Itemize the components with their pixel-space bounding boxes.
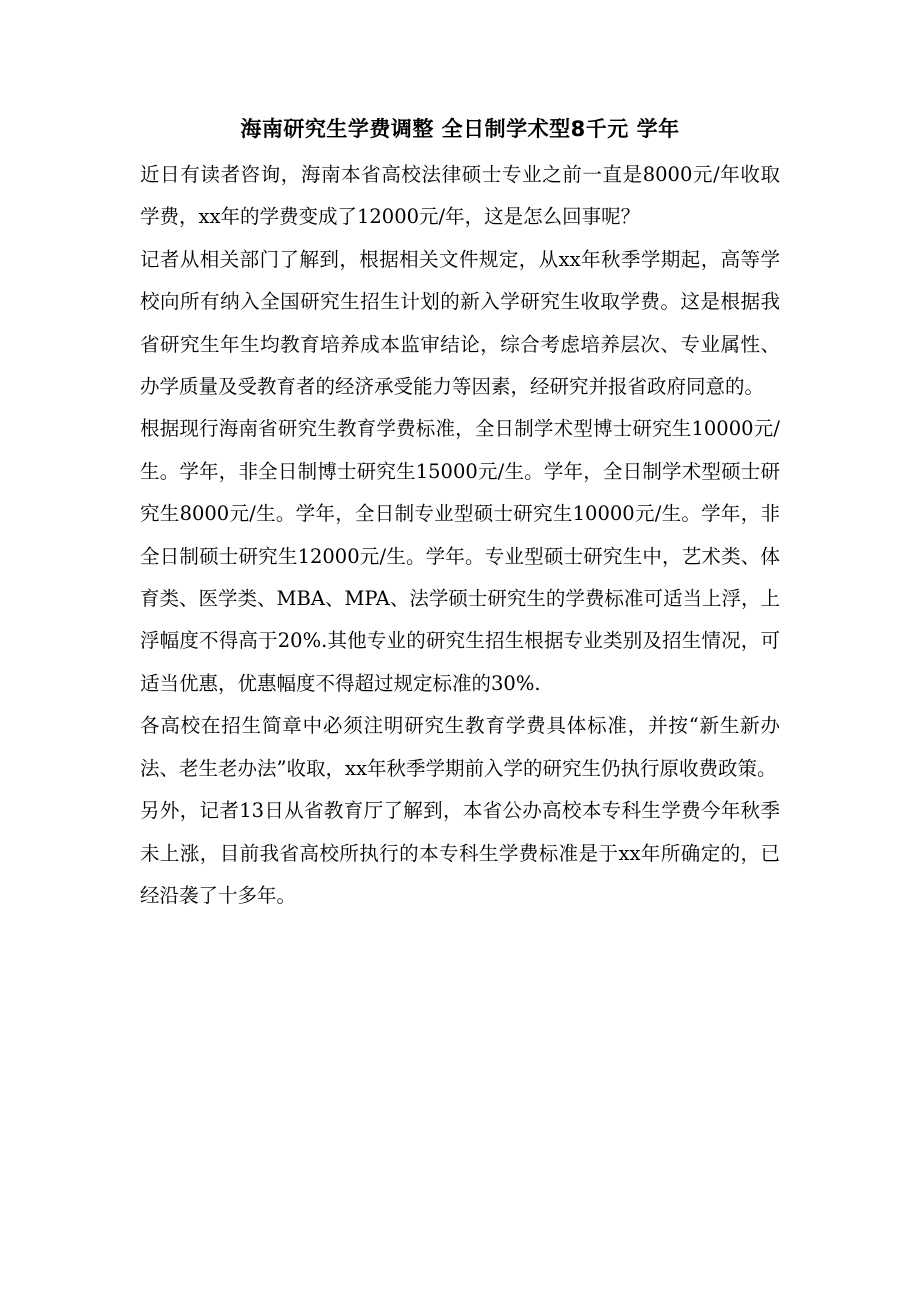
paragraph-policy-background: 记者从相关部门了解到，根据相关文件规定，从xx年秋季学期起，高等学校向所有纳入全国研究生招生计划的新入学研究生收取学费。这是根据我省研究生年生均教育培养成本监审结论，综合考虑培养层次、专业属性、办学质量及受教育者的经济承受能力等因素，经研究并报省政府同意的。 bbox=[140, 247, 780, 399]
document-title: 海南研究生学费调整 全日制学术型8千元 学年 bbox=[240, 117, 680, 141]
paragraph-enrollment-brochure: 各高校在招生简章中必须注明研究生教育学费具体标准，并按“新生新办法、老生老办法”收取，xx年秋季学期前入学的研究生仍执行原收费政策。 bbox=[140, 714, 780, 780]
paragraph-fee-standards: 根据现行海南省研究生教育学费标准，全日制学术型博士研究生10000元/生。学年，非全日制博士研究生15000元/生。学年，全日制学术型硕士研究生8000元/生。学年，全日制专业型硕士研究生10000元/生。学年，非全日制硕士研究生12000元/生。学年。专业型硕士研究生中，艺术类、体育类、医学类、MBA、MPA、法学硕士研究生的学费标准可适当上浮，上浮幅度不得高于20%.其他专业的研究生招生根据专业类别及招生情况，可适当优惠，优惠幅度不得超过规定标准的30%. bbox=[140, 417, 780, 695]
paragraph-undergraduate-fees: 另外，记者13日从省教育厅了解到，本省公办高校本专科生学费今年秋季未上涨，目前我省高校所执行的本专科生学费标准是于xx年所确定的，已经沿袭了十多年。 bbox=[140, 799, 780, 907]
document-body bbox=[140, 154, 780, 917]
paragraph-reader-inquiry: 近日有读者咨询，海南本省高校法律硕士专业之前一直是8000元/年收取学费，xx年的学费变成了12000元/年，这是怎么回事呢？ bbox=[140, 163, 780, 229]
